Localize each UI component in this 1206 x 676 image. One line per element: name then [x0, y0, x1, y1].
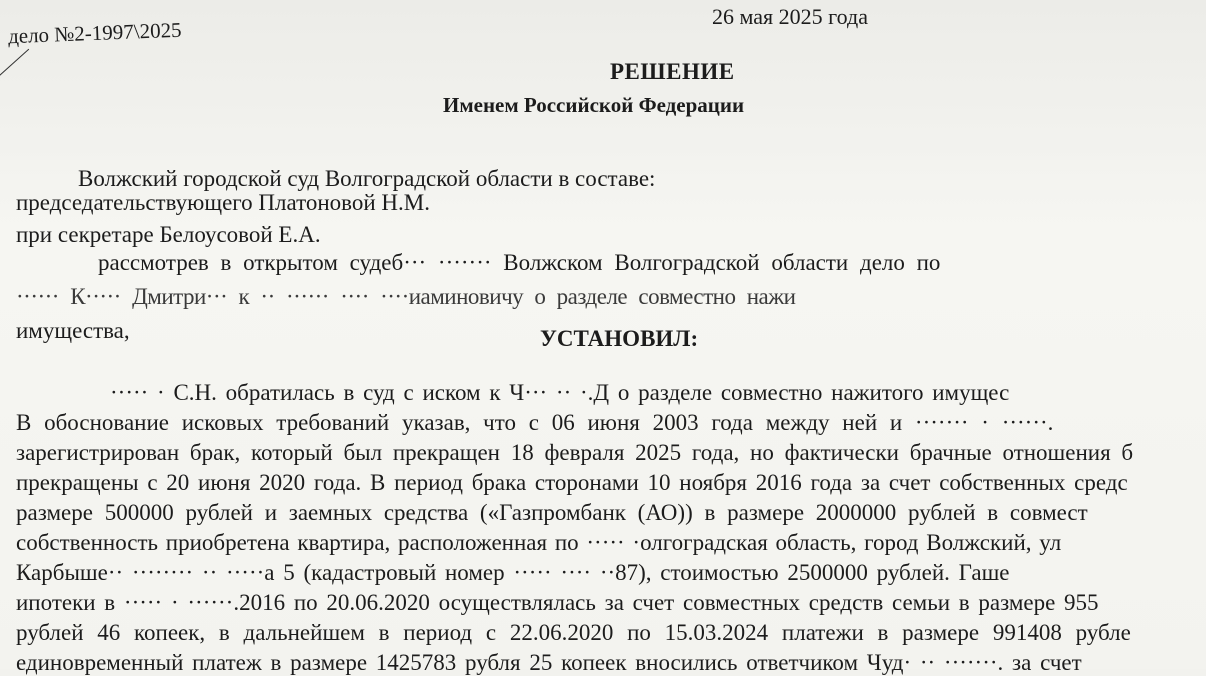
- court-secretary: при секретаре Белоусовой Е.А.: [16, 222, 321, 247]
- consideration-line-1: рассмотрев в открытом судеб··· ······· Волжском Волгоградской области дело по: [98, 250, 941, 275]
- body-line: рублей 46 копеек, в дальнейшем в период с 22.06.2020 по 15.03.2024 платежи в размере 991408 рубле: [16, 620, 1131, 645]
- page-edge-mark: [0, 49, 29, 77]
- body-line: ипотеки в ····· · ······.2016 по 20.06.2020 осуществлялась за счет совместных средств семьи в размере 955: [16, 590, 1099, 615]
- body-line: единовременный платеж в размере 1425783 рубля 25 копеек вносились ответчиком Чуд· ·· ·······. за счет: [16, 650, 1082, 675]
- body-line: зарегистрирован брак, который был прекращен 18 февраля 2025 года, но фактически брачные отношения б: [16, 440, 1134, 465]
- document-subtitle: Именем Российской Федерации: [443, 93, 745, 117]
- document-date: 26 мая 2025 года: [712, 4, 868, 29]
- court-composition: Волжский городской суд Волгоградской области в составе:: [78, 166, 656, 191]
- body-line: Карбыше·· ········ ·· ·····а 5 (кадастровый номер ····· ···· ··87), стоимостью 2500000 рублей. Гаше: [16, 560, 1010, 585]
- document-title: РЕШЕНИЕ: [610, 59, 735, 84]
- established-heading: УСТАНОВИЛ:: [540, 326, 699, 351]
- body-line: В обоснование исковых требований указав, что с 06 июня 2003 года между ней и ······· · ······.: [16, 410, 1054, 435]
- body-line: прекращены с 20 июня 2020 года. В период брака сторонами 10 ноября 2016 года за счет собственных средс: [16, 470, 1128, 495]
- presiding-judge: председательствующего Платоновой Н.М.: [16, 190, 430, 215]
- body-line: собственность приобретена квартира, расположенная по ····· ·олгоградская область, город Волжский, ул: [16, 530, 1062, 555]
- body-line: размере 500000 рублей и заемных средства («Газпромбанк (АО)) в размере 2000000 рублей в совмест: [16, 500, 1088, 525]
- body-line: ····· · С.Н. обратилась в суд с иском к Ч··· ·· ·.Д о разделе совместно нажитого имущес: [110, 380, 1010, 405]
- consideration-line-3: имущества,: [16, 318, 130, 343]
- case-number: дело №2-1997\2025: [7, 17, 183, 49]
- consideration-line-2: ······ К····· Дмитри··· к ·· ······ ···· ····иаминовичу о разделе совместно нажи: [16, 284, 796, 309]
